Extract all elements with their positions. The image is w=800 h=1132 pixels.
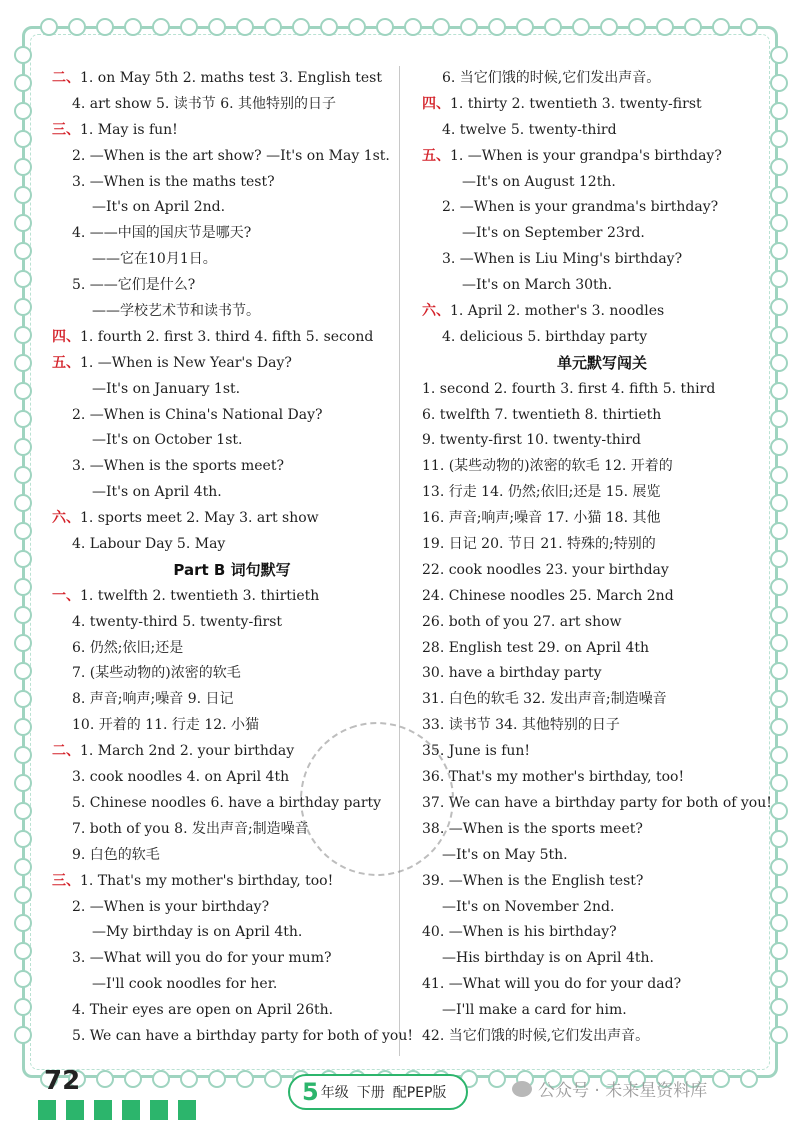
answer-line <box>52 273 412 299</box>
border-scallop <box>656 18 674 36</box>
answer-text: 8. 声音;响声;噪音 9. 日记 <box>72 691 234 708</box>
border-scallop <box>14 802 32 820</box>
border-scallop <box>14 914 32 932</box>
border-scallop <box>14 970 32 988</box>
decor-bar <box>150 1100 168 1120</box>
answer-text: 7. both of you 8. 发出声音;制造噪音 <box>72 820 309 837</box>
left-answer-column <box>52 66 412 1050</box>
answer-line <box>422 506 782 532</box>
section-number: 四、 <box>422 95 450 112</box>
border-scallop <box>712 18 730 36</box>
border-scallop <box>14 130 32 148</box>
answer-line <box>52 454 412 480</box>
answer-line <box>52 1024 412 1050</box>
border-scallop <box>14 1026 32 1044</box>
wechat-watermark <box>512 1076 707 1101</box>
answer-line <box>52 118 412 144</box>
answer-line <box>52 377 412 403</box>
answer-text: 4. delicious 5. birthday party <box>442 328 648 345</box>
answer-line <box>52 532 412 558</box>
border-scallop <box>14 550 32 568</box>
answer-text: 19. 日记 20. 节日 21. 特殊的;特别的 <box>422 536 656 553</box>
border-scallop <box>488 18 506 36</box>
answer-text: —It's on April 2nd. <box>92 199 226 216</box>
wechat-label: 公众号 · 未来星资料库 <box>538 1081 708 1101</box>
answer-line <box>422 869 782 895</box>
section-number: 一、 <box>52 587 80 604</box>
answer-text: 5. We can have a birthday party for both of you! <box>72 1027 413 1044</box>
answer-text: ——它在10月1日。 <box>92 251 217 268</box>
answer-text: 6. 当它们饿的时候,它们发出声音。 <box>442 70 661 86</box>
border-scallop <box>460 18 478 36</box>
border-scallop <box>208 18 226 36</box>
answer-text: —It's on September 23rd. <box>462 225 645 242</box>
answer-text: —His birthday is on April 4th. <box>442 950 654 967</box>
answer-line <box>422 454 782 480</box>
answer-line <box>422 584 782 610</box>
border-scallop <box>14 690 32 708</box>
border-scallop <box>14 606 32 624</box>
answer-text: 28. English test 29. on April 4th <box>422 639 650 656</box>
answer-text: 1. thirty 2. twentieth 3. twenty-first <box>450 95 702 112</box>
answer-line <box>422 273 782 299</box>
answer-line <box>422 66 782 92</box>
answer-line <box>422 403 782 429</box>
answer-text: —It's on August 12th. <box>462 173 616 190</box>
answer-text: —It's on October 1st. <box>92 432 243 449</box>
answer-line <box>52 610 412 636</box>
answer-line <box>422 998 782 1024</box>
answer-text: 1. sports meet 2. May 3. art show <box>80 510 319 527</box>
answer-line <box>422 817 782 843</box>
section-number: 二、 <box>52 70 80 86</box>
answer-line <box>422 480 782 506</box>
answer-text: 22. cook noodles 23. your birthday <box>422 561 669 578</box>
answer-text: 1. —When is your grandpa's birthday? <box>450 147 722 164</box>
answer-line <box>52 221 412 247</box>
grade-label: 年级 <box>320 1085 349 1101</box>
answer-text: 3. —When is Liu Ming's birthday? <box>442 251 683 268</box>
answer-line <box>52 195 412 221</box>
answer-text: 13. 行走 14. 仍然;依旧;还是 15. 展览 <box>422 484 661 501</box>
answer-text: 4. art show 5. 读书节 6. 其他特别的日子 <box>72 95 337 112</box>
border-scallop <box>14 46 32 64</box>
border-scallop <box>348 18 366 36</box>
answer-text: 1. May is fun! <box>80 121 178 138</box>
answer-text: 2. —When is your birthday? <box>72 898 270 915</box>
border-scallop <box>14 438 32 456</box>
answer-line <box>422 325 782 351</box>
answer-text: 9. twenty-first 10. twenty-third <box>422 432 641 449</box>
answer-line <box>52 299 412 325</box>
answer-text: 16. 声音;响声;噪音 17. 小猫 18. 其他 <box>422 510 661 527</box>
section-number: 二、 <box>52 743 80 760</box>
border-scallop <box>376 18 394 36</box>
border-scallop <box>14 382 32 400</box>
border-scallop <box>264 18 282 36</box>
answer-text: —I'll cook noodles for her. <box>92 976 278 993</box>
footer-decor-bars <box>38 1100 206 1124</box>
answer-text: 30. have a birthday party <box>422 665 602 682</box>
border-scallop <box>14 270 32 288</box>
answer-line <box>422 377 782 403</box>
border-scallop <box>152 18 170 36</box>
answer-text: 31. 白色的软毛 32. 发出声音;制造噪音 <box>422 691 667 708</box>
answer-line <box>52 506 412 532</box>
border-scallop <box>516 18 534 36</box>
section-number: 五、 <box>52 354 80 371</box>
right-answer-column <box>422 66 782 1050</box>
page-number: 72 <box>44 1066 81 1096</box>
border-scallop <box>544 18 562 36</box>
border-scallop <box>14 158 32 176</box>
answer-text: 24. Chinese noodles 25. March 2nd <box>422 587 674 604</box>
border-scallop <box>432 18 450 36</box>
answer-text: 4. twelve 5. twenty-third <box>442 121 617 138</box>
border-scallop <box>14 998 32 1016</box>
border-scallop <box>14 494 32 512</box>
answer-text: —My birthday is on April 4th. <box>92 924 303 941</box>
answer-line <box>422 713 782 739</box>
answer-text: 1. fourth 2. first 3. third 4. fifth 5. second <box>80 328 374 345</box>
answer-text: 37. We can have a birthday party for both of you! <box>422 794 772 811</box>
grade-badge <box>288 1074 468 1110</box>
border-scallop <box>14 746 32 764</box>
answer-text: —It's on March 30th. <box>462 277 613 294</box>
answer-line <box>52 687 412 713</box>
answer-line <box>52 428 412 454</box>
answer-line <box>52 972 412 998</box>
answer-text: 36. That's my mother's birthday, too! <box>422 769 685 786</box>
answer-text: 1. twelfth 2. twentieth 3. thirtieth <box>80 587 320 604</box>
answer-text: —It's on November 2nd. <box>442 898 615 915</box>
border-scallop <box>14 186 32 204</box>
answer-line <box>52 946 412 972</box>
answer-text: 3. cook noodles 4. on April 4th <box>72 769 290 786</box>
answer-line <box>52 895 412 921</box>
answer-line <box>422 895 782 921</box>
border-scallop <box>14 774 32 792</box>
answer-text: 38. —When is the sports meet? <box>422 820 643 837</box>
answer-line <box>52 661 412 687</box>
section-number: 四、 <box>52 328 80 345</box>
answer-line <box>422 170 782 196</box>
answer-line <box>52 480 412 506</box>
answer-line <box>52 920 412 946</box>
border-scallop <box>14 214 32 232</box>
answer-line <box>52 170 412 196</box>
border-scallop <box>14 718 32 736</box>
grade-number: 5 <box>302 1078 319 1106</box>
border-scallop <box>14 886 32 904</box>
answer-text: —It's on April 4th. <box>92 484 222 501</box>
answer-text: —I'll make a card for him. <box>442 1002 627 1019</box>
answer-text: 1. That's my mother's birthday, too! <box>80 872 334 889</box>
edition-label: 配PEP版 <box>392 1085 447 1101</box>
answer-text: 3. —When is the sports meet? <box>72 458 284 475</box>
answer-text: 2. —When is your grandma's birthday? <box>442 199 719 216</box>
answer-line <box>422 765 782 791</box>
answer-text: 2. —When is China's National Day? <box>72 406 323 423</box>
border-scallop <box>320 18 338 36</box>
border-scallop <box>14 942 32 960</box>
answer-text: 42. 当它们饿的时候,它们发出声音。 <box>422 1027 650 1044</box>
answer-text: ——学校艺术节和读书节。 <box>92 303 260 320</box>
section-number: 三、 <box>52 872 80 889</box>
answer-line <box>52 351 412 377</box>
section-number: 三、 <box>52 121 80 138</box>
border-scallop <box>404 18 422 36</box>
answer-text: 10. 开着的 11. 行走 12. 小猫 <box>72 717 260 734</box>
answer-text: 4. Labour Day 5. May <box>72 536 226 553</box>
answer-line <box>422 118 782 144</box>
answer-line <box>422 92 782 118</box>
answer-text: 4. twenty-third 5. twenty-first <box>72 613 283 630</box>
decor-bar <box>94 1100 112 1120</box>
term-label: 下册 <box>356 1085 385 1101</box>
answer-text: 1. on May 5th 2. maths test 3. English test <box>80 70 382 86</box>
answer-text: —It's on May 5th. <box>442 846 568 863</box>
answer-line <box>422 687 782 713</box>
answer-line <box>422 428 782 454</box>
answer-line <box>422 144 782 170</box>
answer-line <box>422 247 782 273</box>
answer-text: —It's on January 1st. <box>92 380 241 397</box>
answer-text: 4. ——中国的国庆节是哪天? <box>72 225 252 242</box>
decor-bar <box>122 1100 140 1120</box>
answer-text: 41. —What will you do for your dad? <box>422 976 682 993</box>
border-scallop <box>236 18 254 36</box>
border-scallop <box>14 634 32 652</box>
answer-text: 4. Their eyes are open on April 26th. <box>72 1002 334 1019</box>
border-scallop <box>14 522 32 540</box>
answer-line <box>52 584 412 610</box>
border-scallop <box>68 18 86 36</box>
answer-text: 39. —When is the English test? <box>422 872 644 889</box>
answer-text: 3. —What will you do for your mum? <box>72 950 332 967</box>
border-scallop <box>14 102 32 120</box>
answer-line <box>52 998 412 1024</box>
answer-text: 5. Chinese noodles 6. have a birthday party <box>72 794 382 811</box>
answer-line <box>422 739 782 765</box>
border-scallop <box>600 18 618 36</box>
answer-line <box>52 66 412 92</box>
answer-text: 35. June is fun! <box>422 743 531 760</box>
answer-line <box>422 972 782 998</box>
answer-line <box>422 791 782 817</box>
answer-text: 9. 白色的软毛 <box>72 846 160 863</box>
answer-text: 5. ——它们是什么? <box>72 277 196 294</box>
border-scallop <box>124 18 142 36</box>
border-scallop <box>14 466 32 484</box>
decor-bar <box>38 1100 56 1120</box>
answer-line <box>422 1024 782 1050</box>
answer-line <box>422 661 782 687</box>
section-number: 六、 <box>52 510 80 527</box>
answer-text: 1. —When is New Year's Day? <box>80 354 292 371</box>
answer-line <box>422 920 782 946</box>
answer-text: 1. March 2nd 2. your birthday <box>80 743 295 760</box>
answer-line <box>422 299 782 325</box>
page-footer <box>0 1060 800 1132</box>
border-scallop <box>14 354 32 372</box>
section-heading: 单元默写闯关 <box>556 353 647 372</box>
answer-text: 6. 仍然;依旧;还是 <box>72 639 184 656</box>
answer-line <box>422 636 782 662</box>
border-scallop <box>572 18 590 36</box>
answer-text: 1. second 2. fourth 3. first 4. fifth 5. third <box>422 380 716 397</box>
section-number: 五、 <box>422 147 450 164</box>
wechat-icon <box>512 1081 532 1097</box>
answer-line <box>52 144 412 170</box>
answer-text: 26. both of you 27. art show <box>422 613 622 630</box>
answer-line <box>52 325 412 351</box>
border-scallop <box>770 46 788 64</box>
border-scallop <box>740 18 758 36</box>
answer-text: 40. —When is his birthday? <box>422 924 617 941</box>
answer-text: 3. —When is the maths test? <box>72 173 275 190</box>
answer-line <box>52 636 412 662</box>
border-scallop <box>14 410 32 428</box>
border-scallop <box>14 662 32 680</box>
decor-bar <box>178 1100 196 1120</box>
border-scallop <box>684 18 702 36</box>
section-heading: Part B 词句默写 <box>173 560 291 579</box>
answer-line <box>422 843 782 869</box>
border-scallop <box>40 18 58 36</box>
answer-line <box>52 92 412 118</box>
answer-line <box>52 247 412 273</box>
decor-bar <box>66 1100 84 1120</box>
answer-text: 33. 读书节 34. 其他特别的日子 <box>422 717 620 734</box>
border-scallop <box>180 18 198 36</box>
answer-line <box>422 532 782 558</box>
answer-text: 2. —When is the art show? —It's on May 1st. <box>72 147 390 164</box>
section-number: 六、 <box>422 303 450 320</box>
answer-line <box>422 946 782 972</box>
border-scallop <box>14 74 32 92</box>
answer-line <box>422 558 782 584</box>
answer-text: 7. (某些动物的)浓密的软毛 <box>72 665 241 682</box>
answer-line <box>52 403 412 429</box>
border-scallop <box>14 578 32 596</box>
border-scallop <box>14 858 32 876</box>
answer-text: 6. twelfth 7. twentieth 8. thirtieth <box>422 406 662 423</box>
answer-text: 11. (某些动物的)浓密的软毛 12. 开着的 <box>422 458 673 475</box>
answer-text: 1. April 2. mother's 3. noodles <box>450 303 665 320</box>
answer-line <box>422 221 782 247</box>
answer-line <box>422 610 782 636</box>
border-scallop <box>96 18 114 36</box>
border-scallop <box>628 18 646 36</box>
border-scallop <box>14 830 32 848</box>
border-scallop <box>14 326 32 344</box>
border-scallop <box>292 18 310 36</box>
border-scallop <box>14 298 32 316</box>
answer-line <box>422 195 782 221</box>
border-scallop <box>14 242 32 260</box>
